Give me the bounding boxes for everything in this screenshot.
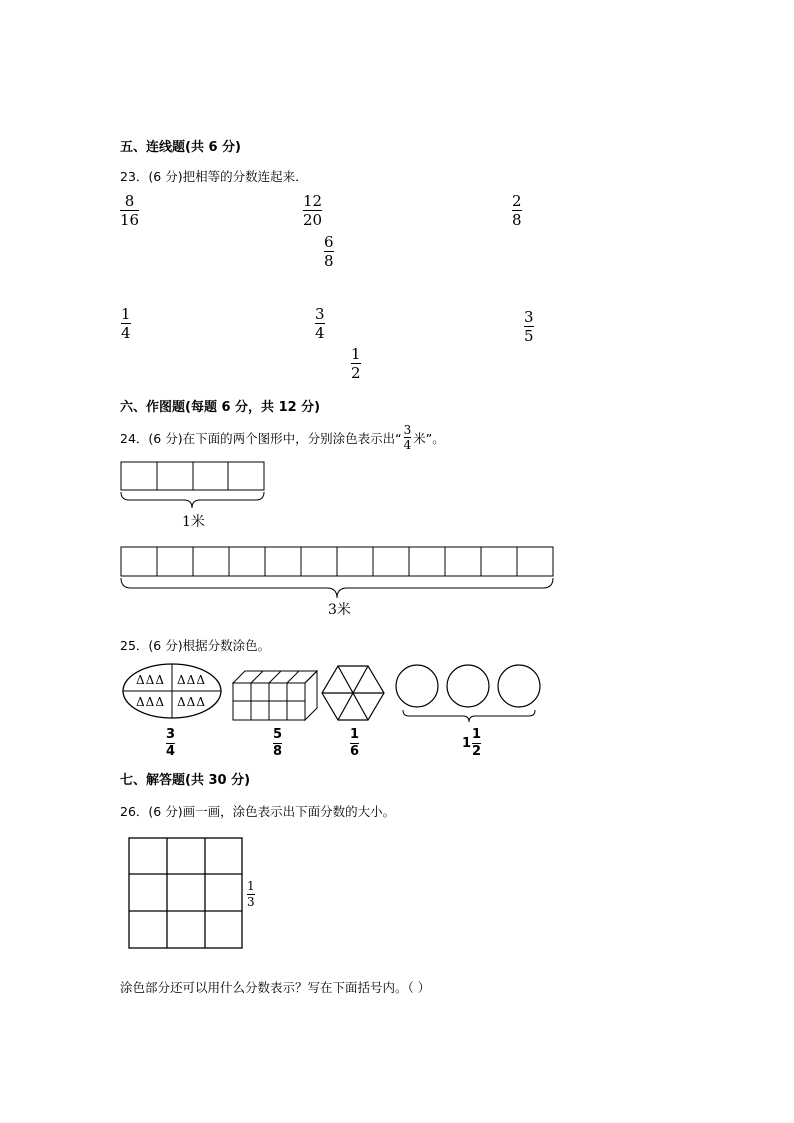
- answer-prompt: 涂色部分还可以用什么分数表示？写在下面括号内。（ ）: [120, 980, 431, 995]
- question-text: (6 分)根据分数涂色。: [148, 638, 271, 653]
- mixed-whole: 1: [462, 736, 472, 751]
- grid-outline[interactable]: [129, 838, 242, 948]
- denominator: 2: [351, 364, 361, 382]
- question-text: (6 分)画一画，涂色表示出下面分数的大小。: [148, 804, 396, 819]
- denominator: 8: [273, 744, 283, 759]
- section-heading-answers: 七、解答题(共 30 分): [120, 773, 251, 788]
- section-heading-drawing: 六、作图题(每题 6 分，共 12 分): [120, 400, 321, 415]
- denominator: 20: [303, 211, 323, 229]
- question-text-end: 米”。: [413, 430, 445, 446]
- triangles-bottom-right: ΔΔΔ: [177, 695, 206, 709]
- mixed-fraction: [472, 728, 481, 759]
- denominator: 16: [120, 211, 140, 229]
- question-text: (6 分)在下面的两个图形中，分别涂色表示出“: [148, 430, 402, 446]
- numerator: 3: [166, 727, 176, 742]
- brace-1m: [121, 492, 264, 508]
- question-number: 24．: [120, 430, 149, 446]
- question-26: [120, 802, 395, 820]
- strip-3m[interactable]: [121, 547, 553, 576]
- question-number: 26．: [120, 804, 149, 819]
- denominator: 4: [166, 744, 176, 759]
- numerator: 1: [121, 305, 131, 323]
- block-top-divider: [251, 671, 263, 683]
- numerator: 3: [524, 308, 534, 326]
- strip-1m[interactable]: [121, 462, 264, 490]
- numerator: 6: [324, 233, 334, 251]
- fraction-5-8-block: [273, 728, 282, 759]
- label-1-meter: 1米: [182, 514, 205, 530]
- denominator: 2: [472, 744, 482, 759]
- brace-3m: [121, 578, 553, 598]
- triangles-bottom-left: ΔΔΔ: [136, 695, 165, 709]
- denominator: 6: [350, 744, 360, 759]
- fraction-1-6-hexagon: [350, 728, 359, 759]
- brace-circles: [403, 710, 535, 722]
- block-top-divider: [269, 671, 281, 683]
- numerator: 2: [512, 192, 522, 210]
- denominator: 4: [315, 324, 325, 342]
- numerator: 5: [273, 727, 283, 742]
- question-number: 23．: [120, 169, 149, 184]
- question-25: [120, 636, 270, 654]
- numerator: 12: [303, 192, 323, 210]
- mixed-number-1-1-2: [462, 728, 481, 759]
- denominator: 8: [324, 252, 334, 270]
- numerator: 1: [350, 727, 360, 742]
- numerator: 1: [472, 727, 482, 742]
- circle-2[interactable]: [447, 665, 489, 707]
- fraction-1-3-grid: [247, 880, 255, 909]
- grid-3x3[interactable]: [129, 838, 242, 948]
- denominator: 8: [512, 211, 522, 229]
- section-heading-matching: 五、连线题(共 6 分): [120, 140, 241, 155]
- circle-1[interactable]: [396, 665, 438, 707]
- denominator: 4: [403, 438, 412, 452]
- label-3-meters: 3米: [328, 602, 351, 618]
- denominator: 5: [524, 327, 534, 345]
- triangles-top-right: ΔΔΔ: [177, 673, 206, 687]
- numerator: 8: [124, 192, 135, 210]
- block-top-divider: [287, 671, 299, 683]
- question-number: 25．: [120, 638, 149, 653]
- triangles-top-left: ΔΔΔ: [136, 673, 165, 687]
- numerator: 1: [247, 879, 255, 893]
- hexagon-figure[interactable]: [322, 666, 384, 720]
- block-figure[interactable]: [233, 671, 317, 720]
- block-side[interactable]: [305, 671, 317, 720]
- numerator: 1: [351, 345, 361, 363]
- circle-3[interactable]: [498, 665, 540, 707]
- denominator: 3: [247, 895, 255, 909]
- denominator: 4: [121, 324, 131, 342]
- numerator: 3: [403, 423, 412, 437]
- question-text: (6 分)把相等的分数连起来．: [148, 169, 308, 184]
- fraction-3-4-ellipse: [166, 728, 175, 759]
- numerator: 3: [315, 305, 325, 323]
